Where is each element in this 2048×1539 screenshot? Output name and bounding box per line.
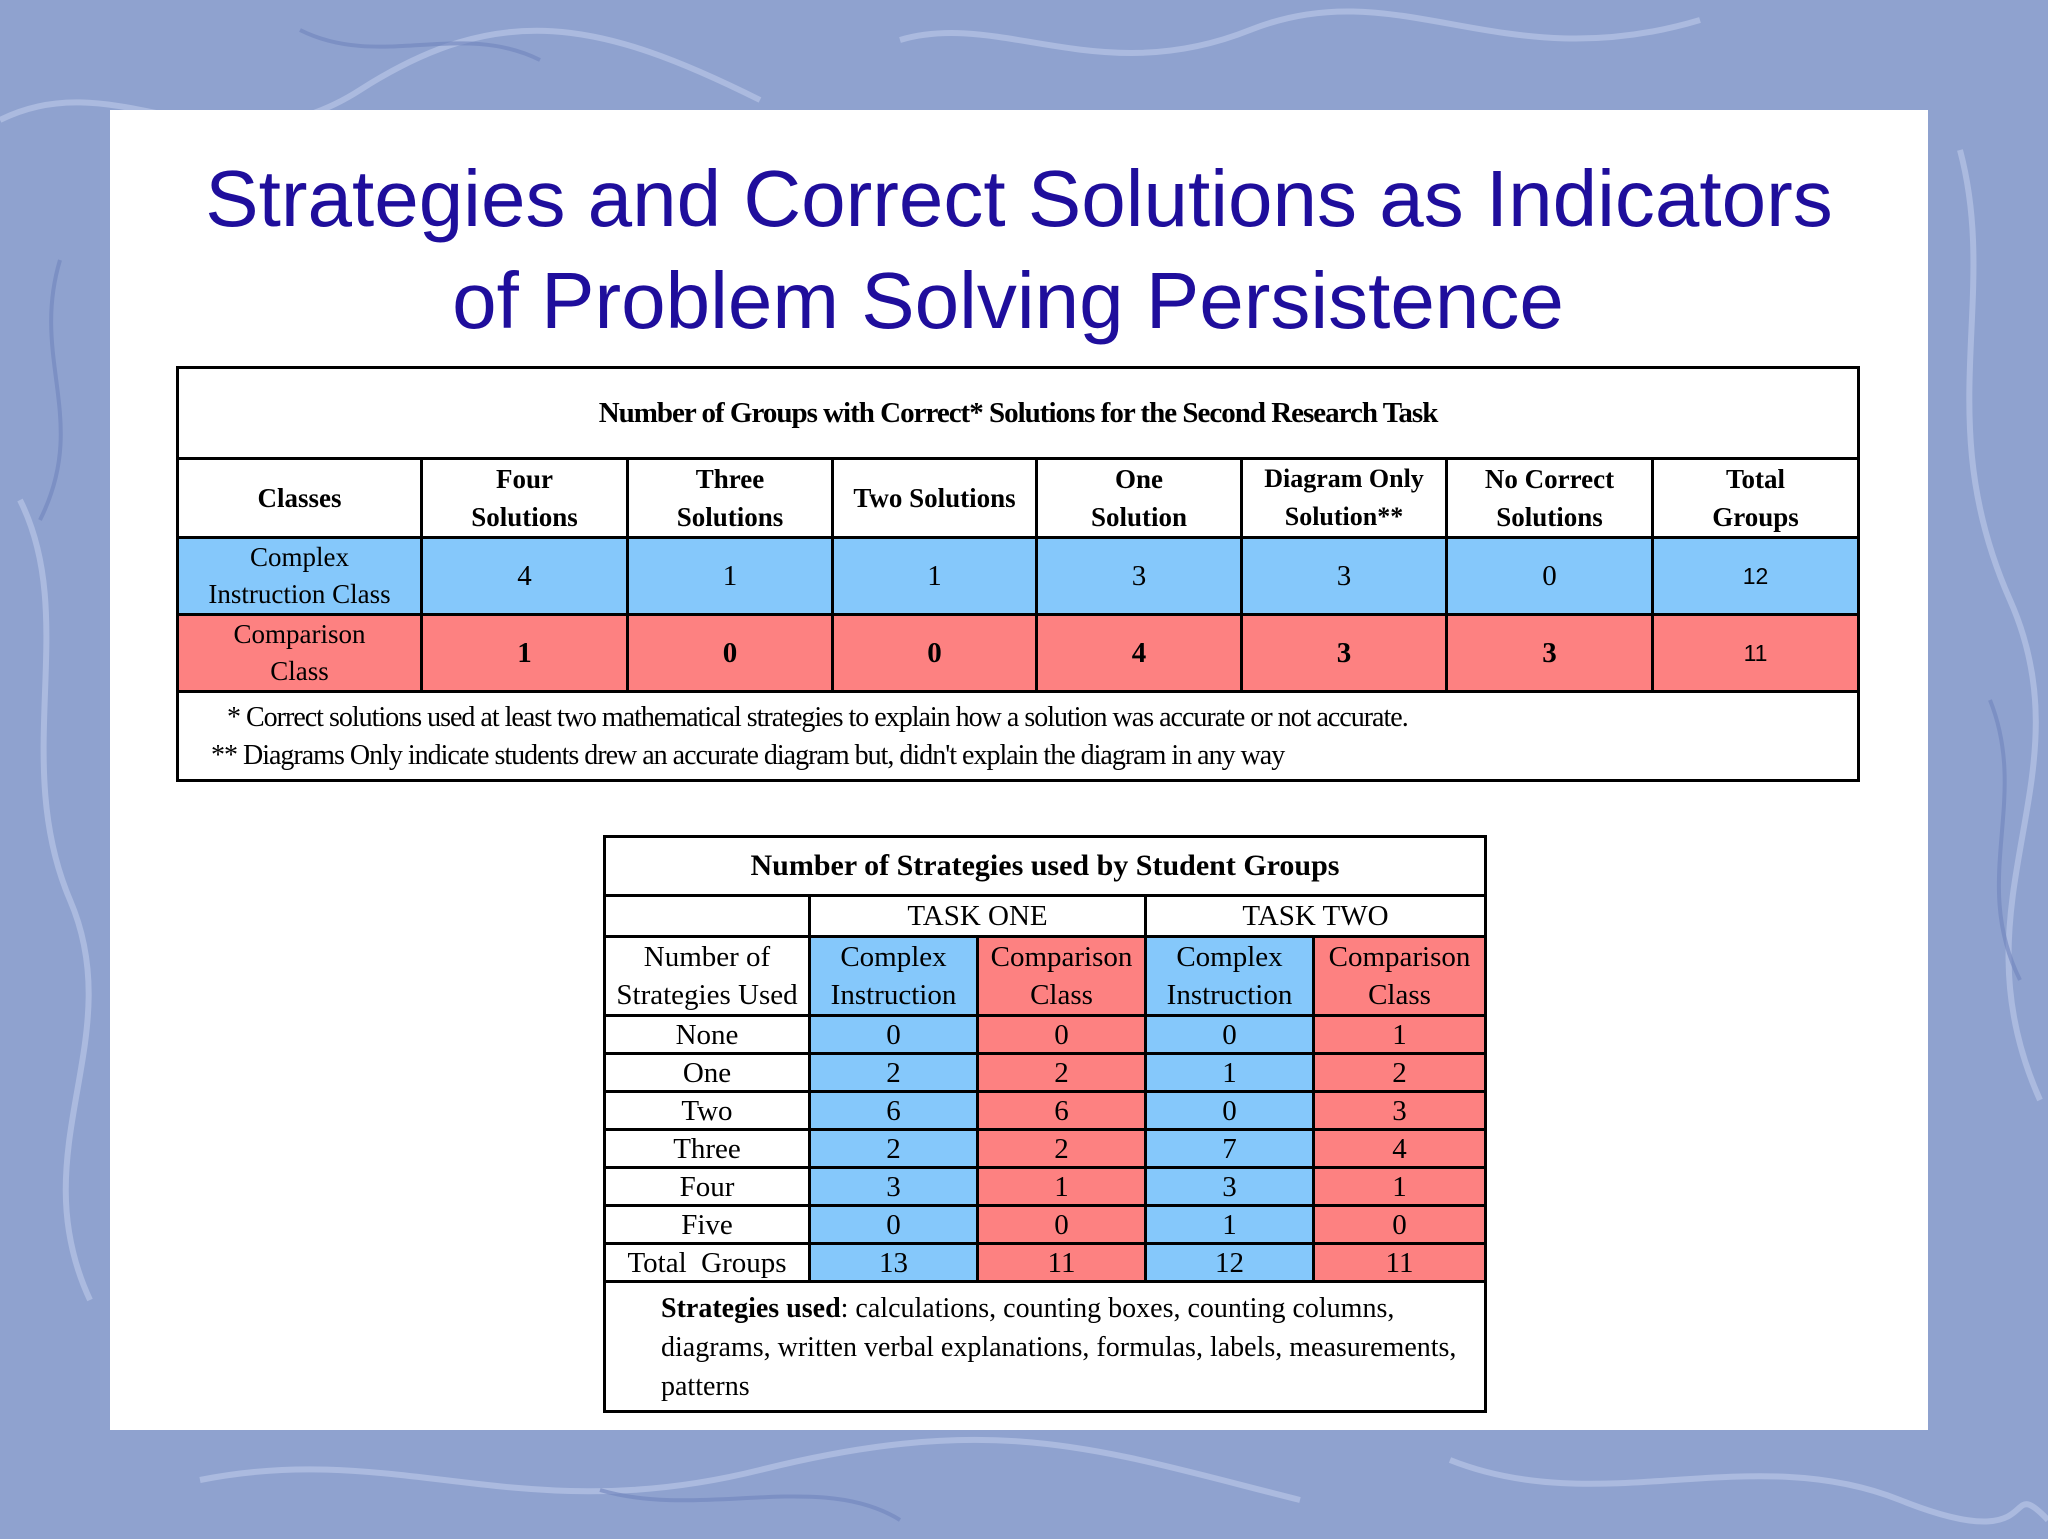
cell-value: 0 — [1314, 1206, 1486, 1244]
header-no-correct: No Correct Solutions — [1447, 459, 1653, 538]
header-task-two: TASK TWO — [1146, 896, 1486, 937]
cell-value: 7 — [1146, 1130, 1314, 1168]
row-label: Three — [605, 1130, 810, 1168]
cell-value: 1 — [1314, 1016, 1486, 1054]
strategies-footnote — [605, 1282, 1486, 1412]
cell-value: 0 — [978, 1206, 1146, 1244]
header-complex-instruction: Complex Instruction — [1146, 937, 1314, 1016]
table-row — [605, 1168, 1486, 1206]
cell-value: 1 — [1146, 1054, 1314, 1092]
row-label: Total Groups — [605, 1244, 810, 1282]
cell-value: 2 — [810, 1054, 978, 1092]
title-line-1: Strategies and Correct Solutions as Indicators — [205, 154, 1833, 243]
cell-value: 1 — [1146, 1206, 1314, 1244]
cell-value: 11 — [1314, 1244, 1486, 1282]
cell-value: 4 — [1314, 1130, 1486, 1168]
header-comparison-class: Comparison Class — [1314, 937, 1486, 1016]
subheader-row — [605, 937, 1486, 1016]
header-one-solution: One Solution — [1037, 459, 1242, 538]
cell-value: 12 — [1146, 1244, 1314, 1282]
table-notes — [178, 692, 1859, 781]
correct-solutions-table — [176, 366, 1860, 782]
header-row — [178, 459, 1859, 538]
header-three-solutions: Three Solutions — [628, 459, 833, 538]
cell-value: 2 — [810, 1130, 978, 1168]
cell-value: 2 — [978, 1130, 1146, 1168]
cell-value: 3 — [1314, 1092, 1486, 1130]
cell-value: 11 — [978, 1244, 1146, 1282]
cell-value: 0 — [1146, 1092, 1314, 1130]
cell-value: 3 — [1037, 538, 1242, 615]
row-label: None — [605, 1016, 810, 1054]
cell-value: 3 — [1146, 1168, 1314, 1206]
cell-value: 3 — [810, 1168, 978, 1206]
cell-value: 3 — [1242, 615, 1447, 692]
header-diagram-only: Diagram Only Solution** — [1242, 459, 1447, 538]
table-row — [178, 538, 1859, 615]
slide-title — [110, 148, 1928, 352]
note-correct-solutions: * Correct solutions used at least two mathematical strategies to explain how a solution was accurate or not accurate. — [227, 702, 1408, 733]
cell-value: 0 — [810, 1016, 978, 1054]
table-row — [178, 615, 1859, 692]
table-caption: Number of Groups with Correct* Solutions for the Second Research Task — [178, 368, 1859, 459]
cell-value: 4 — [1037, 615, 1242, 692]
row-label: Four — [605, 1168, 810, 1206]
cell-value: 0 — [810, 1206, 978, 1244]
cell-value: 3 — [1242, 538, 1447, 615]
table-row — [605, 1130, 1486, 1168]
cell-value: 2 — [978, 1054, 1146, 1092]
title-line-2: of Problem Solving Persistence — [452, 256, 1564, 345]
table-row — [605, 1016, 1486, 1054]
header-number-of-strategies: Number of Strategies Used — [605, 937, 810, 1016]
table-row — [605, 1092, 1486, 1130]
cell-value: 1 — [422, 615, 628, 692]
strategies-used-list: : calculations, counting boxes, counting columns, diagrams, written verbal explanations, formulas, labels, measurements, patterns — [661, 1293, 1457, 1402]
table-caption: Number of Strategies used by Student Groups — [605, 837, 1486, 896]
row-label-complex: Complex Instruction Class — [178, 538, 422, 615]
table-row — [605, 1054, 1486, 1092]
header-comparison-class: Comparison Class — [978, 937, 1146, 1016]
empty-cell — [605, 896, 810, 937]
cell-value: 1 — [833, 538, 1037, 615]
header-two-solutions: Two Solutions — [833, 459, 1037, 538]
cell-total: 11 — [1653, 615, 1859, 692]
cell-total: 12 — [1653, 538, 1859, 615]
cell-value: 1 — [1314, 1168, 1486, 1206]
cell-value: 4 — [422, 538, 628, 615]
header-complex-instruction: Complex Instruction — [810, 937, 978, 1016]
cell-value: 13 — [810, 1244, 978, 1282]
header-total-groups: Total Groups — [1653, 459, 1859, 538]
cell-value: 1 — [628, 538, 833, 615]
cell-value: 2 — [1314, 1054, 1486, 1092]
cell-value: 0 — [628, 615, 833, 692]
table-row — [605, 1206, 1486, 1244]
cell-value: 0 — [978, 1016, 1146, 1054]
row-label: Five — [605, 1206, 810, 1244]
slide-panel — [110, 110, 1928, 1430]
total-row — [605, 1244, 1486, 1282]
row-label-comparison: Comparison Class — [178, 615, 422, 692]
cell-value: 1 — [978, 1168, 1146, 1206]
cell-value: 6 — [810, 1092, 978, 1130]
header-four-solutions: Four Solutions — [422, 459, 628, 538]
strategies-used-label: Strategies used — [661, 1293, 841, 1324]
cell-value: 0 — [1447, 538, 1653, 615]
strategies-table — [603, 835, 1487, 1413]
row-label: Two — [605, 1092, 810, 1130]
task-header-row — [605, 896, 1486, 937]
cell-value: 3 — [1447, 615, 1653, 692]
cell-value: 0 — [833, 615, 1037, 692]
cell-value: 6 — [978, 1092, 1146, 1130]
note-diagrams-only: ** Diagrams Only indicate students drew an accurate diagram but, didn't explain the diagram in any way — [211, 740, 1285, 771]
cell-value: 0 — [1146, 1016, 1314, 1054]
header-task-one: TASK ONE — [810, 896, 1146, 937]
row-label: One — [605, 1054, 810, 1092]
header-classes: Classes — [178, 459, 422, 538]
